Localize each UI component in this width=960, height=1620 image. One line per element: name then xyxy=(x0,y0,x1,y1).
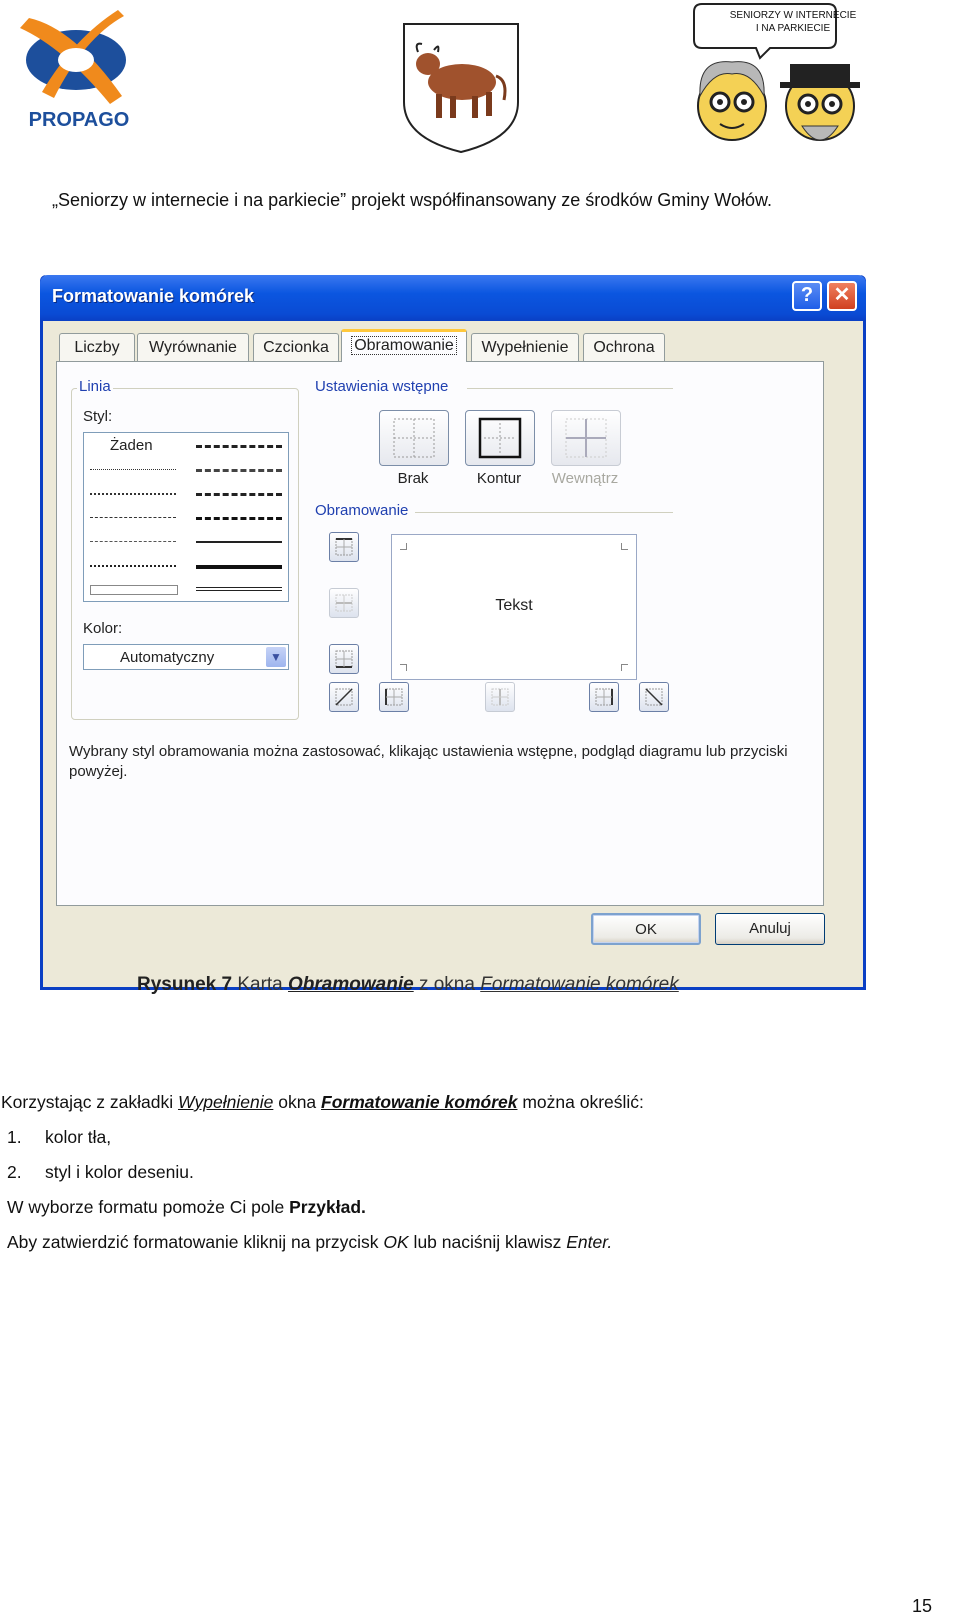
cancel-button[interactable]: Anuluj xyxy=(715,913,825,945)
border-bottom-button[interactable] xyxy=(329,644,359,674)
propago-logo-text: PROPAGO xyxy=(28,109,130,131)
color-select-value: Automatyczny xyxy=(120,649,215,666)
preview-text: Tekst xyxy=(495,597,533,614)
caption-mid: z okna xyxy=(413,974,481,995)
line-style-list[interactable] xyxy=(83,432,289,602)
border-inside-vertical-icon xyxy=(486,683,514,711)
caption-prefix: Rysunek 7 xyxy=(137,974,233,995)
line-style-hair[interactable] xyxy=(90,469,176,470)
body-ok-key: OK xyxy=(383,1232,409,1252)
body-line-1 xyxy=(1,1092,644,1113)
color-label: Kolor: xyxy=(83,620,123,637)
body-window-name: Formatowanie komórek xyxy=(321,1092,518,1112)
line-style-double[interactable] xyxy=(196,587,282,591)
body-line-5 xyxy=(7,1232,612,1253)
list-item-1-text: kolor tła, xyxy=(45,1127,112,1147)
figure-caption xyxy=(137,974,679,996)
propago-logo xyxy=(14,8,144,133)
preset-none-button[interactable] xyxy=(379,410,449,466)
border-left-button[interactable] xyxy=(379,682,409,712)
border-inside-horizontal-icon xyxy=(330,589,358,617)
border-top-button[interactable] xyxy=(329,532,359,562)
caption-karta: Karta xyxy=(232,974,289,995)
style-label: Styl: xyxy=(83,408,113,425)
preset-none-icon xyxy=(380,411,448,465)
presets-group-label: Ustawienia wstępne xyxy=(315,378,449,395)
body-line-5-c: lub naciśnij klawisz xyxy=(408,1232,567,1252)
body-line-1-e: można określić: xyxy=(517,1092,644,1112)
close-button[interactable]: ✕ xyxy=(827,281,857,311)
chevron-down-icon[interactable]: ▼ xyxy=(266,647,286,667)
border-separator xyxy=(415,512,673,513)
body-fill-tab: Wypełnienie xyxy=(178,1092,274,1112)
border-diagonal-up-button[interactable] xyxy=(329,682,359,712)
caption-window-name: Formatowanie komórek xyxy=(480,974,679,995)
bubble-line-1: SENIORZY W INTERNECIE xyxy=(729,10,857,21)
border-diagonal-down-icon xyxy=(640,683,668,711)
tab-fill[interactable]: Wypełnienie xyxy=(471,333,579,361)
ok-button[interactable]: OK xyxy=(591,913,701,945)
color-select[interactable] xyxy=(83,644,289,670)
border-group-label: Obramowanie xyxy=(315,502,409,519)
body-line-4 xyxy=(7,1197,366,1218)
dialog-title: Formatowanie komórek xyxy=(52,286,255,306)
presets-separator xyxy=(467,388,673,389)
line-style-thin-selected[interactable] xyxy=(90,585,178,595)
style-none-option[interactable]: Żaden xyxy=(110,437,153,454)
border-diagonal-up-icon xyxy=(330,683,358,711)
line-style-dash-dot[interactable] xyxy=(90,517,176,518)
body-line-5-a: Aby zatwierdzić formatowanie kliknij na przycisk xyxy=(7,1232,384,1252)
help-button[interactable]: ? xyxy=(792,281,822,311)
border-preview[interactable] xyxy=(391,534,637,680)
line-style-medium-dash-dot[interactable] xyxy=(196,445,282,448)
body-line-1-a: Korzystając z zakładki xyxy=(1,1092,179,1112)
tab-border-label: Obramowanie xyxy=(351,336,457,355)
line-style-medium[interactable] xyxy=(196,541,282,543)
list-item-2 xyxy=(7,1162,194,1183)
preset-inside-icon xyxy=(552,411,620,465)
body-line-4-a: W wyborze formatu pomoże Ci pole xyxy=(7,1197,290,1217)
line-style-dotted[interactable] xyxy=(90,493,176,495)
seniors-bubble-text xyxy=(723,9,863,35)
tab-numbers[interactable]: Liczby xyxy=(59,333,135,361)
bull-crest-icon xyxy=(400,20,522,155)
preview-corner-tr xyxy=(621,543,628,550)
preset-inside-label: Wewnątrz xyxy=(551,470,619,487)
dialog-titlebar[interactable] xyxy=(40,275,866,321)
border-bottom-icon xyxy=(330,645,358,673)
border-inside-horizontal-button[interactable] xyxy=(329,588,359,618)
list-item-2-text: styl i kolor deseniu. xyxy=(45,1162,194,1182)
format-cells-dialog xyxy=(40,275,866,990)
line-style-dotted-thick[interactable] xyxy=(90,565,176,567)
preview-corner-br xyxy=(621,664,628,671)
line-style-medium-dash[interactable] xyxy=(196,493,282,496)
bubble-line-2: I NA PARKIECIE xyxy=(755,23,831,34)
tab-alignment[interactable]: Wyrównanie xyxy=(137,333,249,361)
preset-none-label: Brak xyxy=(397,470,429,487)
preview-corner-bl xyxy=(400,664,407,671)
list-item-1-number: 1. xyxy=(7,1127,22,1147)
body-example-field: Przykład. xyxy=(289,1197,366,1217)
border-right-icon xyxy=(590,683,618,711)
body-line-1-c: okna xyxy=(273,1092,322,1112)
preset-inside-button[interactable] xyxy=(551,410,621,466)
line-style-slant[interactable] xyxy=(196,469,282,472)
tab-border[interactable] xyxy=(341,329,467,362)
border-hint-text: Wybrany styl obramowania można zastosować, klikając ustawienia wstępne, podgląd diagramu lub przyciski powyżej. xyxy=(69,743,788,780)
line-style-medium-dash2[interactable] xyxy=(196,517,282,520)
list-item-1 xyxy=(7,1127,112,1148)
border-top-icon xyxy=(330,533,358,561)
border-inside-vertical-button[interactable] xyxy=(485,682,515,712)
page-number: 15 xyxy=(911,1596,932,1616)
body-enter-key: Enter. xyxy=(566,1232,613,1252)
border-right-button[interactable] xyxy=(589,682,619,712)
preset-outline-icon xyxy=(466,411,534,465)
project-subtitle: „Seniorzy w internecie i na parkiecie” projekt współfinansowany ze środków Gminy Wołów. xyxy=(52,190,772,210)
border-tab-panel xyxy=(56,361,824,906)
preset-outline-label: Kontur xyxy=(476,470,522,487)
preview-corner-tl xyxy=(400,543,407,550)
caption-tab-name: Obramowanie xyxy=(288,974,414,995)
border-diagonal-down-button[interactable] xyxy=(639,682,669,712)
line-style-thick[interactable] xyxy=(196,565,282,569)
line-group-label: Linia xyxy=(79,378,111,395)
list-item-2-number: 2. xyxy=(7,1162,22,1182)
border-left-icon xyxy=(380,683,408,711)
line-style-dash[interactable] xyxy=(90,541,176,542)
tab-protection[interactable]: Ochrona xyxy=(583,333,665,361)
tab-font[interactable]: Czcionka xyxy=(253,333,339,361)
preset-outline-button[interactable] xyxy=(465,410,535,466)
